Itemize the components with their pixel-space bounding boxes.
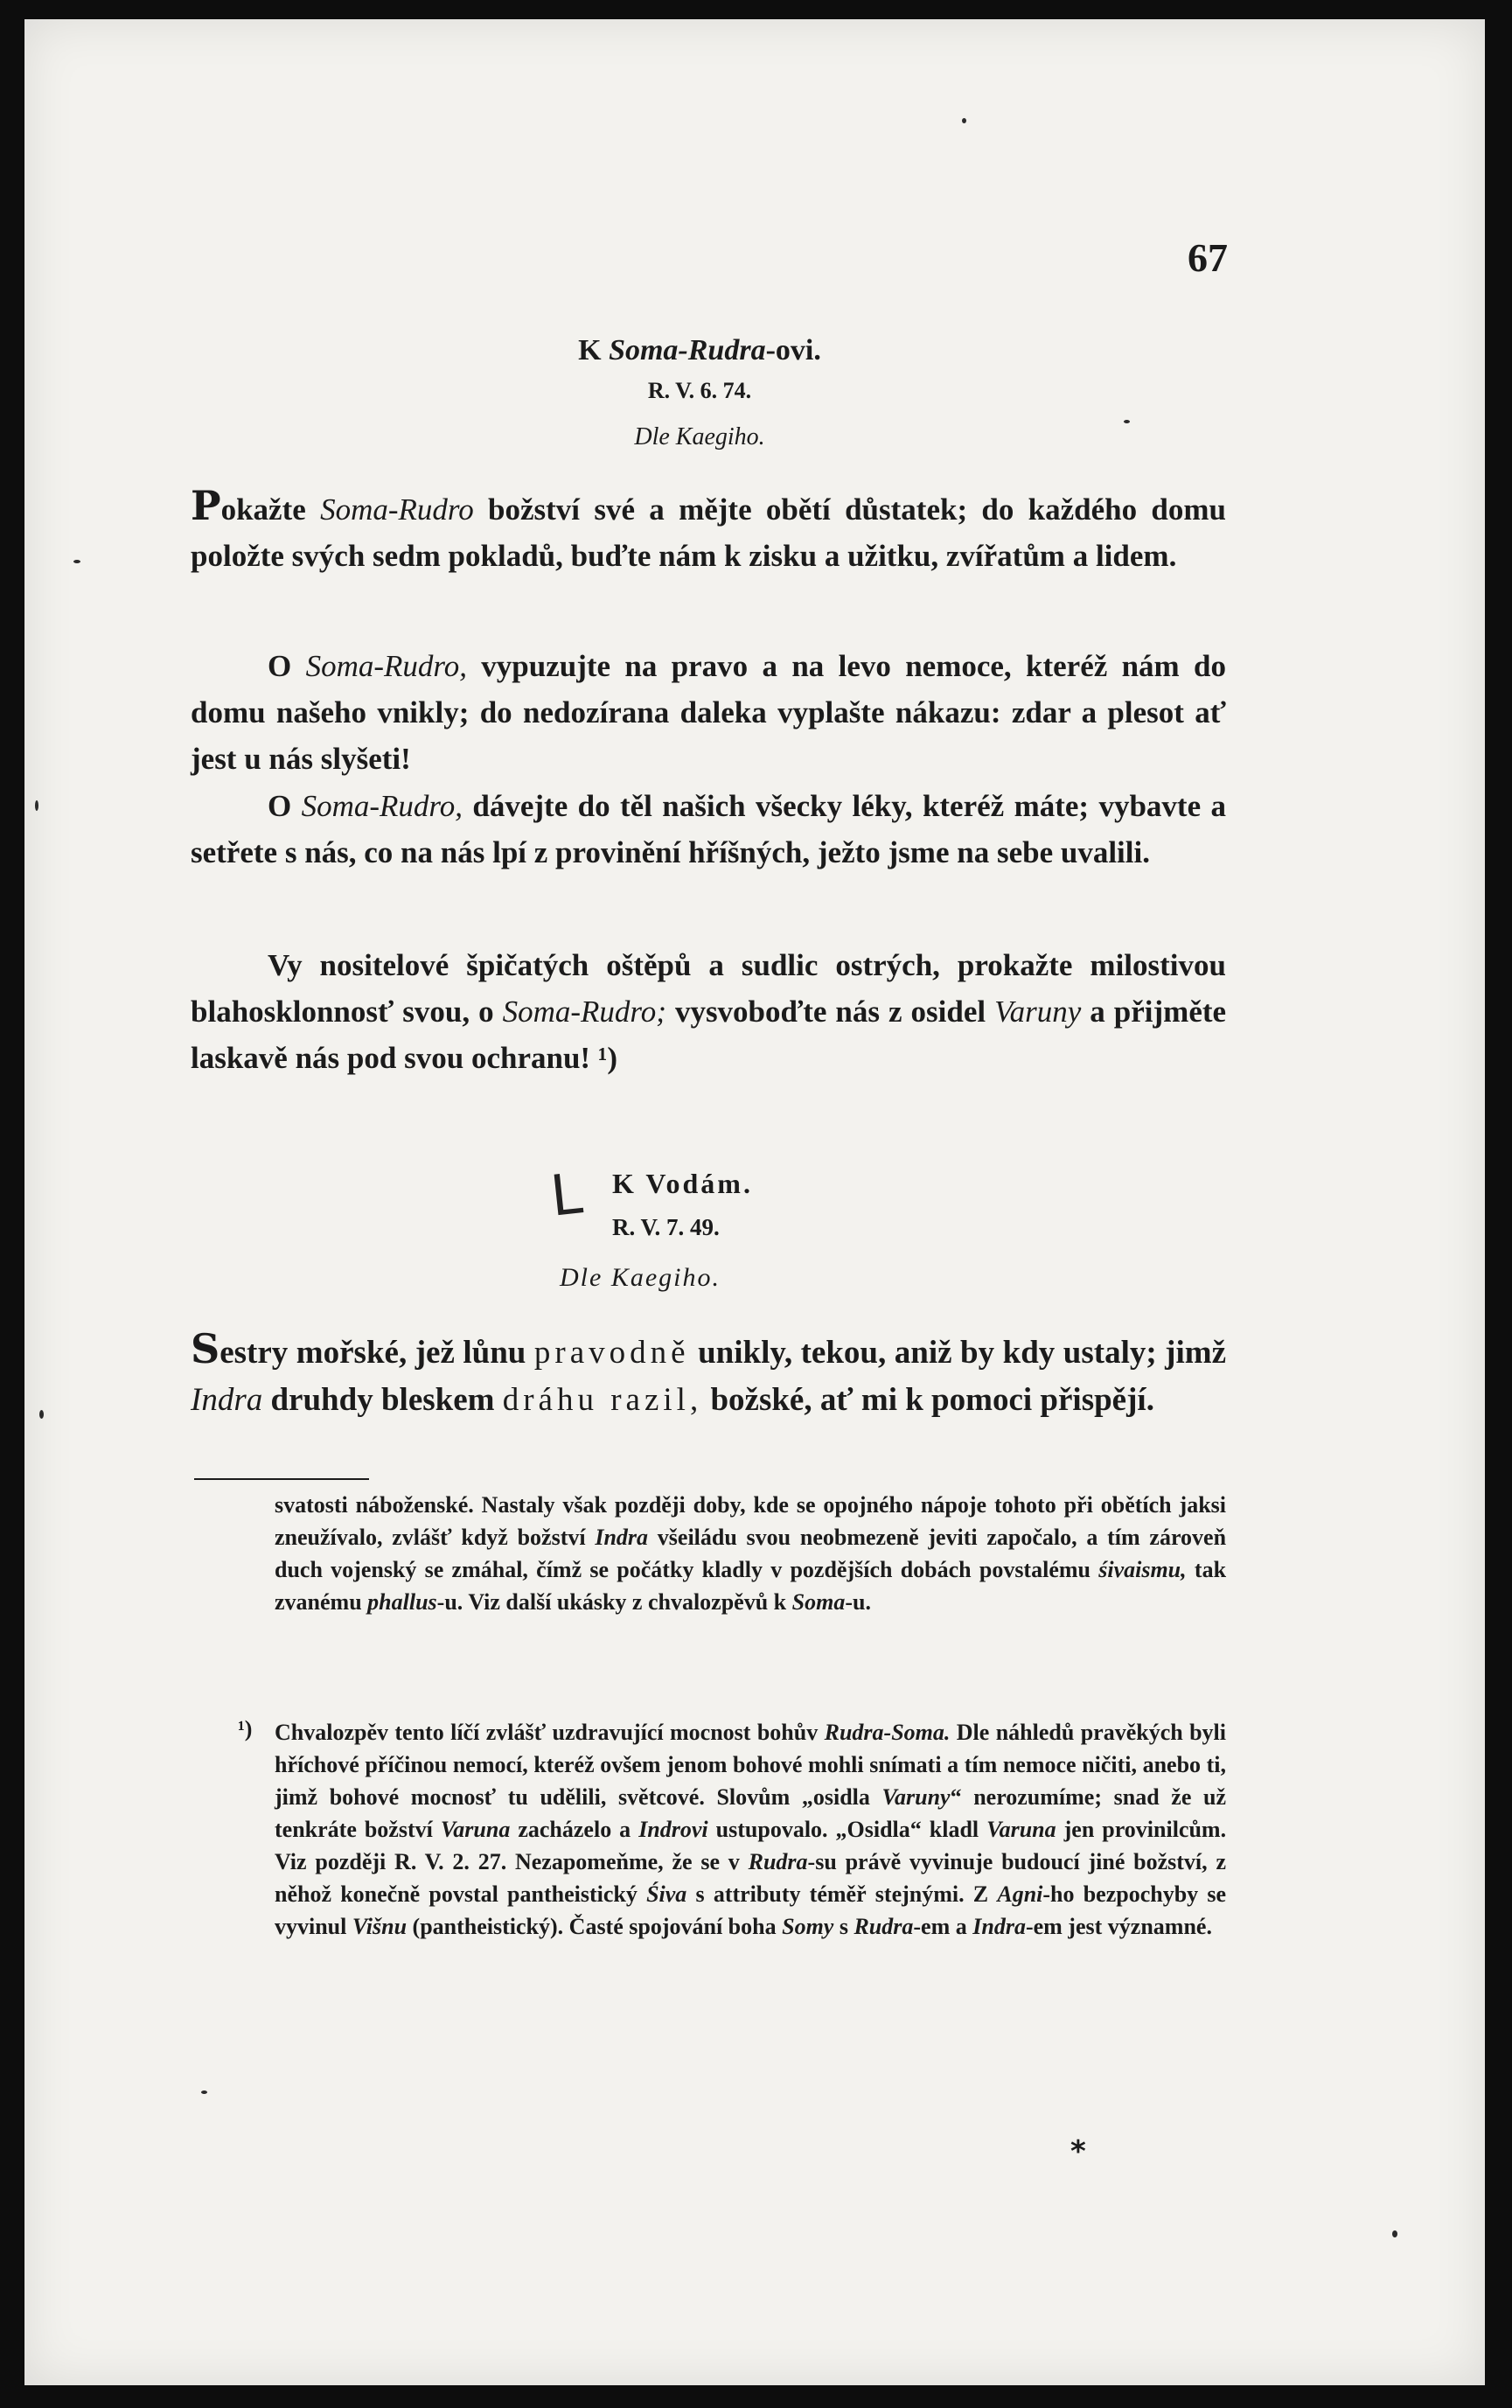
hymn1-verse-4: Vy nositelové špičatých oštěpů a sudlic ostrých, prokažte milostivou blahosklonnosť svou, o Soma-Rudro; vysvoboďte nás z osidel Varuny a přijměte laskavě nás pod svou ochranu! ¹): [191, 948, 1227, 1075]
footnote-1-marker: ¹): [238, 1716, 253, 1741]
scan-speck: [201, 2090, 207, 2094]
footnote-divider: [194, 1478, 369, 1480]
hymn1-verse-2: O Soma-Rudro, vypuzujte na pravo a na levo nemoce, kteréž nám do domu našeho vnikly; do nedozírana daleka vyplašte nákazu: zdar a plesot ať jest u nás slyšeti!: [191, 649, 1226, 776]
hymn1-title: K Soma-Rudra-ovi.: [578, 334, 821, 366]
hymn1-verse-1: Pokažte Soma-Rudro božství své a mějte obětí důstatek; do každého domu položte svých sedm pokladů, buďte nám k zisku a užitku, zvířatům a lidem.: [191, 482, 1226, 573]
scan-speck: [39, 1410, 44, 1419]
footnote-1: Chvalozpěv tento líčí zvlášť uzdravující mocnost bohův Rudra-Soma. Dle náhledů pravěkých byli hříchové příčinou nemocí, kteréž ovšem jenom bohové mohli snímati a tím nemoce ničiti, anebo ti, jimž bohové mocnosť tu udělili, světcové. Slovům „osidla Varuny“ nerozumíme; snad že už tenkráte božství Varuna zacházelo a Indrovi ustupovalo. „Osidla“ kladl Varuna jen provinilcům. Viz později R. V. 2. 27. Nezapomeňme, že se v Rudra-su právě vyvinuje budoucí jiné božství, z něhož konečně povstal pantheistický Śiva s attributy téměř stejnými. Z Agni-ho bezpochyby se vyvinul Višnu (pantheistický). Časté spojování boha Somy s Rudra-em a Indra-em jest významné.: [275, 1720, 1227, 1939]
hymn1-source: Dle Kaegiho.: [634, 423, 765, 450]
scan-speck: [1392, 2230, 1397, 2237]
scan-speck: [35, 800, 38, 811]
hymn1-verse-3: O Soma-Rudro, dávejte do těl našich všecky léky, kteréž máte; vybavte a setřete s nás, co na nás lpí z provinění hříšných, ježto jsme na sebe uvalili.: [191, 789, 1227, 869]
scan-speck: [1124, 420, 1130, 423]
hymn2-source: Dle Kaegiho.: [560, 1263, 721, 1292]
hymn2-verse-1: Sestry mořské, jež lůnu pravodně unikly, tekou, aniž by kdy ustaly; jimž Indra druhdy bleskem dráhu razil, božské, ať mi k pomoci přispějí.: [191, 1325, 1227, 1418]
scan-speck: [73, 560, 80, 563]
end-asterisk: *: [1070, 2134, 1086, 2169]
hymn1-reference: R. V. 6. 74.: [647, 378, 752, 403]
footnote-continuation: svatosti náboženské. Nastaly však později doby, kde se opojného nápoje tohoto při obětích jaksi zneužívalo, zvlášť když božství Indra všeiládu svou neobmezeně jeviti započalo, a tím zároveň duch vojenský se zmáhal, čímž se počátky kladly v pozdějších dobách povstalému śivaismu, tak zvanému phallus-u. Viz další ukásky z chvalozpěvů k Soma-u.: [275, 1492, 1227, 1615]
book-page: [24, 19, 1485, 2385]
handwritten-bracket-mark: L: [547, 1162, 586, 1230]
scan-speck: [962, 118, 966, 123]
hymn2-title: K Vodám.: [612, 1168, 753, 1199]
page-number: 67: [1188, 235, 1228, 280]
hymn2-reference: R. V. 7. 49.: [612, 1214, 720, 1240]
